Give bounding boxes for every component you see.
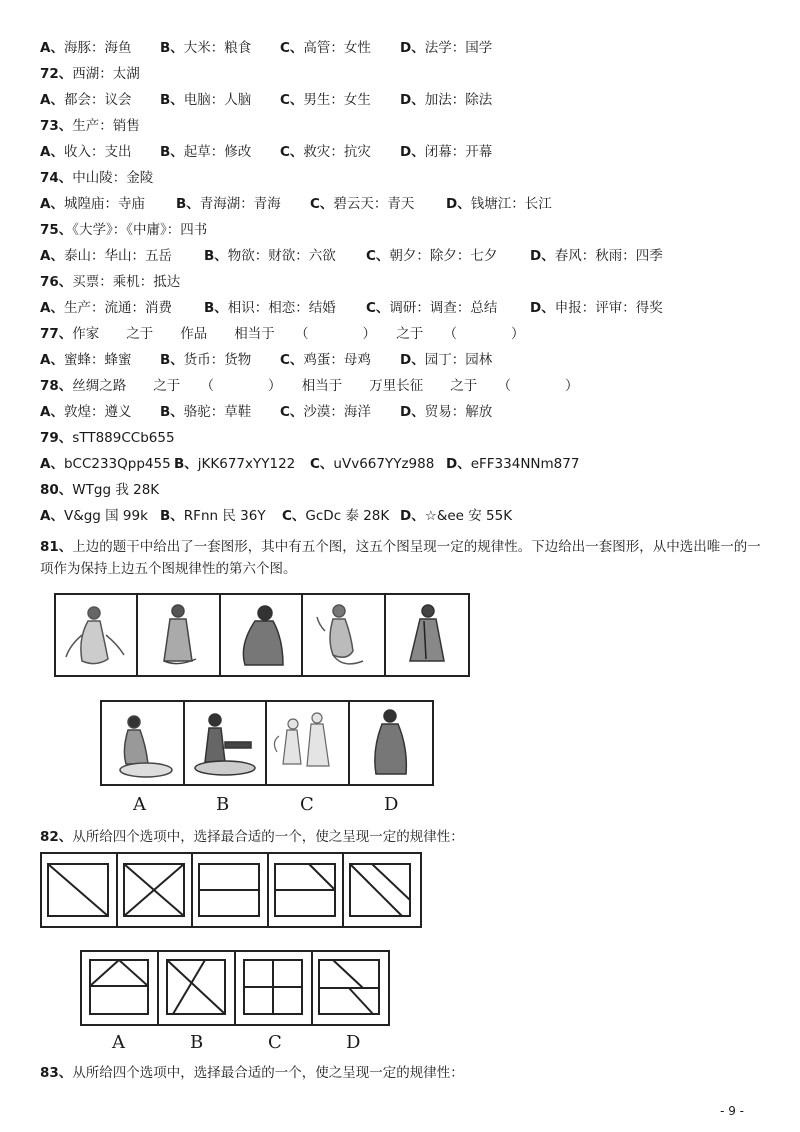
option-label: A、 xyxy=(40,352,64,368)
option-label: C、 xyxy=(282,508,306,524)
answer-option[interactable] xyxy=(40,39,131,57)
option-label: D、 xyxy=(446,196,471,212)
question-stem xyxy=(40,325,525,343)
option-text: 泰山：华山：五岳 xyxy=(63,248,172,264)
question-text: 《大学》：《中庸》：四书 xyxy=(72,222,208,238)
option-text: 起草：修改 xyxy=(183,144,252,160)
answer-option[interactable] xyxy=(366,299,497,317)
option-label: C、 xyxy=(280,404,304,420)
option-label: A、 xyxy=(40,300,64,316)
option-label: C、 xyxy=(280,40,304,56)
answer-option[interactable] xyxy=(160,143,251,161)
question-text: 丝绸之路 之于 （ ） 相当于 万里长征 之于 （ ） xyxy=(72,378,579,394)
q82-option-figures xyxy=(80,950,390,1026)
q82-option-letters xyxy=(80,1032,390,1054)
option-text: 海豚：海鱼 xyxy=(63,40,132,56)
option-label: B、 xyxy=(160,404,184,420)
answer-option[interactable] xyxy=(400,351,492,369)
figure-image xyxy=(221,595,303,675)
option-letter: A xyxy=(133,794,146,815)
option-a-figure[interactable] xyxy=(82,952,159,1024)
figure-image xyxy=(56,595,138,675)
option-label: A、 xyxy=(40,248,64,264)
option-label: A、 xyxy=(40,196,64,212)
answer-option[interactable] xyxy=(160,91,251,109)
answer-option[interactable] xyxy=(366,247,497,265)
option-text: 相识：相恋：结婚 xyxy=(227,300,336,316)
option-label: B、 xyxy=(204,248,228,264)
option-label: B、 xyxy=(174,456,198,472)
option-text: 鸡蛋：母鸡 xyxy=(303,352,371,368)
question-text: 生产：销售 xyxy=(72,118,140,134)
question-number: 83、 xyxy=(40,1065,73,1081)
question-text: 上边的题干中给出了一套图形，其中有五个图，这五个图呈现一定的规律性。下边给出一套图形，从中选出唯一的一项作为保持上边五个图规律性的第六个图。 xyxy=(40,539,761,577)
option-label: B、 xyxy=(204,300,228,316)
question-stem xyxy=(40,169,153,187)
answer-option[interactable] xyxy=(40,351,131,369)
question-text: 买票：乘机：抵达 xyxy=(72,274,181,290)
option-text: ☆&ee 安 55K xyxy=(424,508,513,524)
answer-option[interactable] xyxy=(204,299,336,317)
option-text: 物欲：财欲：六欲 xyxy=(227,248,336,264)
question-stem xyxy=(40,481,159,499)
option-label: C、 xyxy=(366,300,390,316)
answer-option[interactable] xyxy=(310,455,434,473)
option-text: 调研：调查：总结 xyxy=(389,300,498,316)
answer-option[interactable] xyxy=(176,195,281,213)
option-label: A、 xyxy=(40,40,64,56)
option-text: eFF334NNm877 xyxy=(470,456,580,472)
option-label: D、 xyxy=(400,352,425,368)
figure-image xyxy=(386,595,468,675)
question-text: 作家 之于 作品 相当于 （ ） 之于 （ ） xyxy=(72,326,525,342)
answer-option[interactable] xyxy=(400,403,492,421)
answer-option[interactable] xyxy=(400,91,492,109)
option-text: 大米：粮食 xyxy=(183,40,252,56)
question-number: 79、 xyxy=(40,430,73,446)
option-letter: D xyxy=(346,1032,361,1053)
figure-image xyxy=(138,595,220,675)
option-label: B、 xyxy=(160,40,184,56)
option-label: B、 xyxy=(176,196,200,212)
option-text: 敦煌：遵义 xyxy=(63,404,132,420)
option-text: 蜜蜂：蜂蜜 xyxy=(63,352,132,368)
option-text: 救灾：抗灾 xyxy=(303,144,371,160)
option-text: V&gg 国 99k xyxy=(63,508,148,524)
option-text: 城隍庙：寺庙 xyxy=(63,196,145,212)
option-label: B、 xyxy=(160,508,184,524)
question-81 xyxy=(40,536,770,580)
question-text: sTT889CCb655 xyxy=(72,430,175,446)
answer-option[interactable] xyxy=(40,143,131,161)
figure-image xyxy=(303,595,385,675)
answer-option[interactable] xyxy=(204,247,336,265)
option-text: 电脑：人脑 xyxy=(183,92,252,108)
option-text: GcDc 泰 28K xyxy=(305,508,390,524)
option-text: 闭幕：开幕 xyxy=(424,144,493,160)
option-d-image[interactable] xyxy=(350,702,432,784)
option-letter: B xyxy=(216,794,230,815)
answer-option[interactable] xyxy=(400,507,512,525)
option-text: 货币：货物 xyxy=(183,352,252,368)
option-text: 青海湖：青海 xyxy=(199,196,281,212)
option-text: 男生：女生 xyxy=(303,92,371,108)
option-text: 碧云天：青天 xyxy=(333,196,415,212)
option-letter: B xyxy=(190,1032,204,1053)
figure-diagonal xyxy=(42,854,118,926)
option-label: C、 xyxy=(280,144,304,160)
answer-option[interactable] xyxy=(40,299,172,317)
option-label: D、 xyxy=(400,508,425,524)
question-number: 75、 xyxy=(40,222,73,238)
option-text: 贸易：解放 xyxy=(424,404,493,420)
option-text: 朝夕：除夕：七夕 xyxy=(389,248,498,264)
option-label: C、 xyxy=(310,196,334,212)
option-a-image[interactable] xyxy=(102,702,185,784)
answer-option[interactable] xyxy=(160,403,251,421)
option-text: 沙漠：海洋 xyxy=(303,404,371,420)
option-label: B、 xyxy=(160,92,184,108)
question-stem xyxy=(40,377,579,395)
question-number: 80、 xyxy=(40,482,73,498)
answer-option[interactable] xyxy=(40,403,131,421)
question-number: 78、 xyxy=(40,378,73,394)
option-text: 骆驼：草鞋 xyxy=(183,404,252,420)
q81-option-letters xyxy=(100,794,434,816)
answer-option[interactable] xyxy=(40,247,172,265)
option-label: D、 xyxy=(400,144,425,160)
answer-option[interactable] xyxy=(280,91,371,109)
question-number: 82、 xyxy=(40,829,73,845)
option-b-figure[interactable] xyxy=(159,952,236,1024)
option-label: A、 xyxy=(40,508,64,524)
option-text: 高管：女性 xyxy=(303,40,371,56)
answer-option[interactable] xyxy=(160,39,251,57)
question-text: WTgg 我 28K xyxy=(72,482,160,498)
option-label: D、 xyxy=(400,404,425,420)
answer-option[interactable] xyxy=(280,39,371,57)
option-text: 加法：除法 xyxy=(424,92,493,108)
q82-stem-figures xyxy=(40,852,422,928)
question-text: 中山陵：金陵 xyxy=(72,170,154,186)
answer-option[interactable] xyxy=(530,247,663,265)
question-82 xyxy=(40,826,770,848)
question-number: 77、 xyxy=(40,326,73,342)
option-label: C、 xyxy=(280,92,304,108)
question-stem xyxy=(40,117,140,135)
option-text: 收入：支出 xyxy=(63,144,132,160)
figure-x-cross xyxy=(118,854,194,926)
question-number: 72、 xyxy=(40,66,73,82)
option-label: C、 xyxy=(366,248,390,264)
option-text: 申报：评审：得奖 xyxy=(554,300,663,316)
option-text: 钱塘江：长江 xyxy=(470,196,552,212)
question-stem xyxy=(40,273,180,291)
answer-option[interactable] xyxy=(280,143,371,161)
option-label: D、 xyxy=(530,300,555,316)
answer-option[interactable] xyxy=(160,351,251,369)
answer-option[interactable] xyxy=(40,507,148,525)
figure-horizontal xyxy=(193,854,269,926)
option-text: 都会：议会 xyxy=(63,92,132,108)
answer-option[interactable] xyxy=(174,455,295,473)
question-text: 从所给四个选项中，选择最合适的一个，使之呈现一定的规律性： xyxy=(72,1065,464,1081)
option-letter: A xyxy=(112,1032,125,1053)
option-label: D、 xyxy=(530,248,555,264)
answer-option[interactable] xyxy=(310,195,414,213)
option-c-image[interactable] xyxy=(267,702,350,784)
option-label: A、 xyxy=(40,144,64,160)
option-letter: C xyxy=(300,794,314,815)
option-text: uVv667YYz988 xyxy=(333,456,435,472)
page-number: - 9 - xyxy=(720,1104,744,1118)
option-label: C、 xyxy=(280,352,304,368)
question-number: 73、 xyxy=(40,118,73,134)
answer-option[interactable] xyxy=(280,403,371,421)
option-text: 园丁：园林 xyxy=(424,352,493,368)
answer-option[interactable] xyxy=(160,507,266,525)
option-label: A、 xyxy=(40,456,64,472)
option-text: 生产：流通：消费 xyxy=(63,300,172,316)
answer-option[interactable] xyxy=(530,299,663,317)
question-text: 西湖：太湖 xyxy=(72,66,140,82)
option-d-figure[interactable] xyxy=(313,952,388,1024)
question-stem xyxy=(40,65,140,83)
option-text: bCC233Qpp455 xyxy=(63,456,171,472)
question-stem xyxy=(40,429,175,447)
option-label: B、 xyxy=(160,352,184,368)
option-label: D、 xyxy=(400,40,425,56)
question-text: 从所给四个选项中，选择最合适的一个，使之呈现一定的规律性： xyxy=(72,829,464,845)
option-text: 法学：国学 xyxy=(424,40,493,56)
figure-double-diagonal xyxy=(344,854,420,926)
option-text: 春风：秋雨：四季 xyxy=(554,248,663,264)
option-letter: D xyxy=(384,794,399,815)
option-label: D、 xyxy=(446,456,471,472)
option-text: jKK677xYY122 xyxy=(197,456,296,472)
option-label: D、 xyxy=(400,92,425,108)
question-83 xyxy=(40,1062,770,1084)
option-letter: C xyxy=(268,1032,282,1053)
answer-option[interactable] xyxy=(40,91,131,109)
answer-option[interactable] xyxy=(282,507,389,525)
answer-option[interactable] xyxy=(40,195,145,213)
option-label: B、 xyxy=(160,144,184,160)
option-label: C、 xyxy=(310,456,334,472)
answer-option[interactable] xyxy=(400,39,492,57)
q81-option-figures xyxy=(100,700,434,786)
question-number: 81、 xyxy=(40,539,73,555)
option-label: A、 xyxy=(40,92,64,108)
figure-horizontal-diagonal xyxy=(269,854,345,926)
answer-option[interactable] xyxy=(400,143,492,161)
question-stem xyxy=(40,221,207,239)
option-b-image[interactable] xyxy=(185,702,268,784)
question-number: 74、 xyxy=(40,170,73,186)
q81-stem-figures xyxy=(54,593,470,677)
answer-option[interactable] xyxy=(40,455,171,473)
option-text: RFnn 民 36Y xyxy=(183,508,266,524)
option-c-figure[interactable] xyxy=(236,952,313,1024)
answer-option[interactable] xyxy=(446,195,552,213)
answer-option[interactable] xyxy=(446,455,579,473)
option-label: A、 xyxy=(40,404,64,420)
question-number: 76、 xyxy=(40,274,73,290)
answer-option[interactable] xyxy=(280,351,371,369)
